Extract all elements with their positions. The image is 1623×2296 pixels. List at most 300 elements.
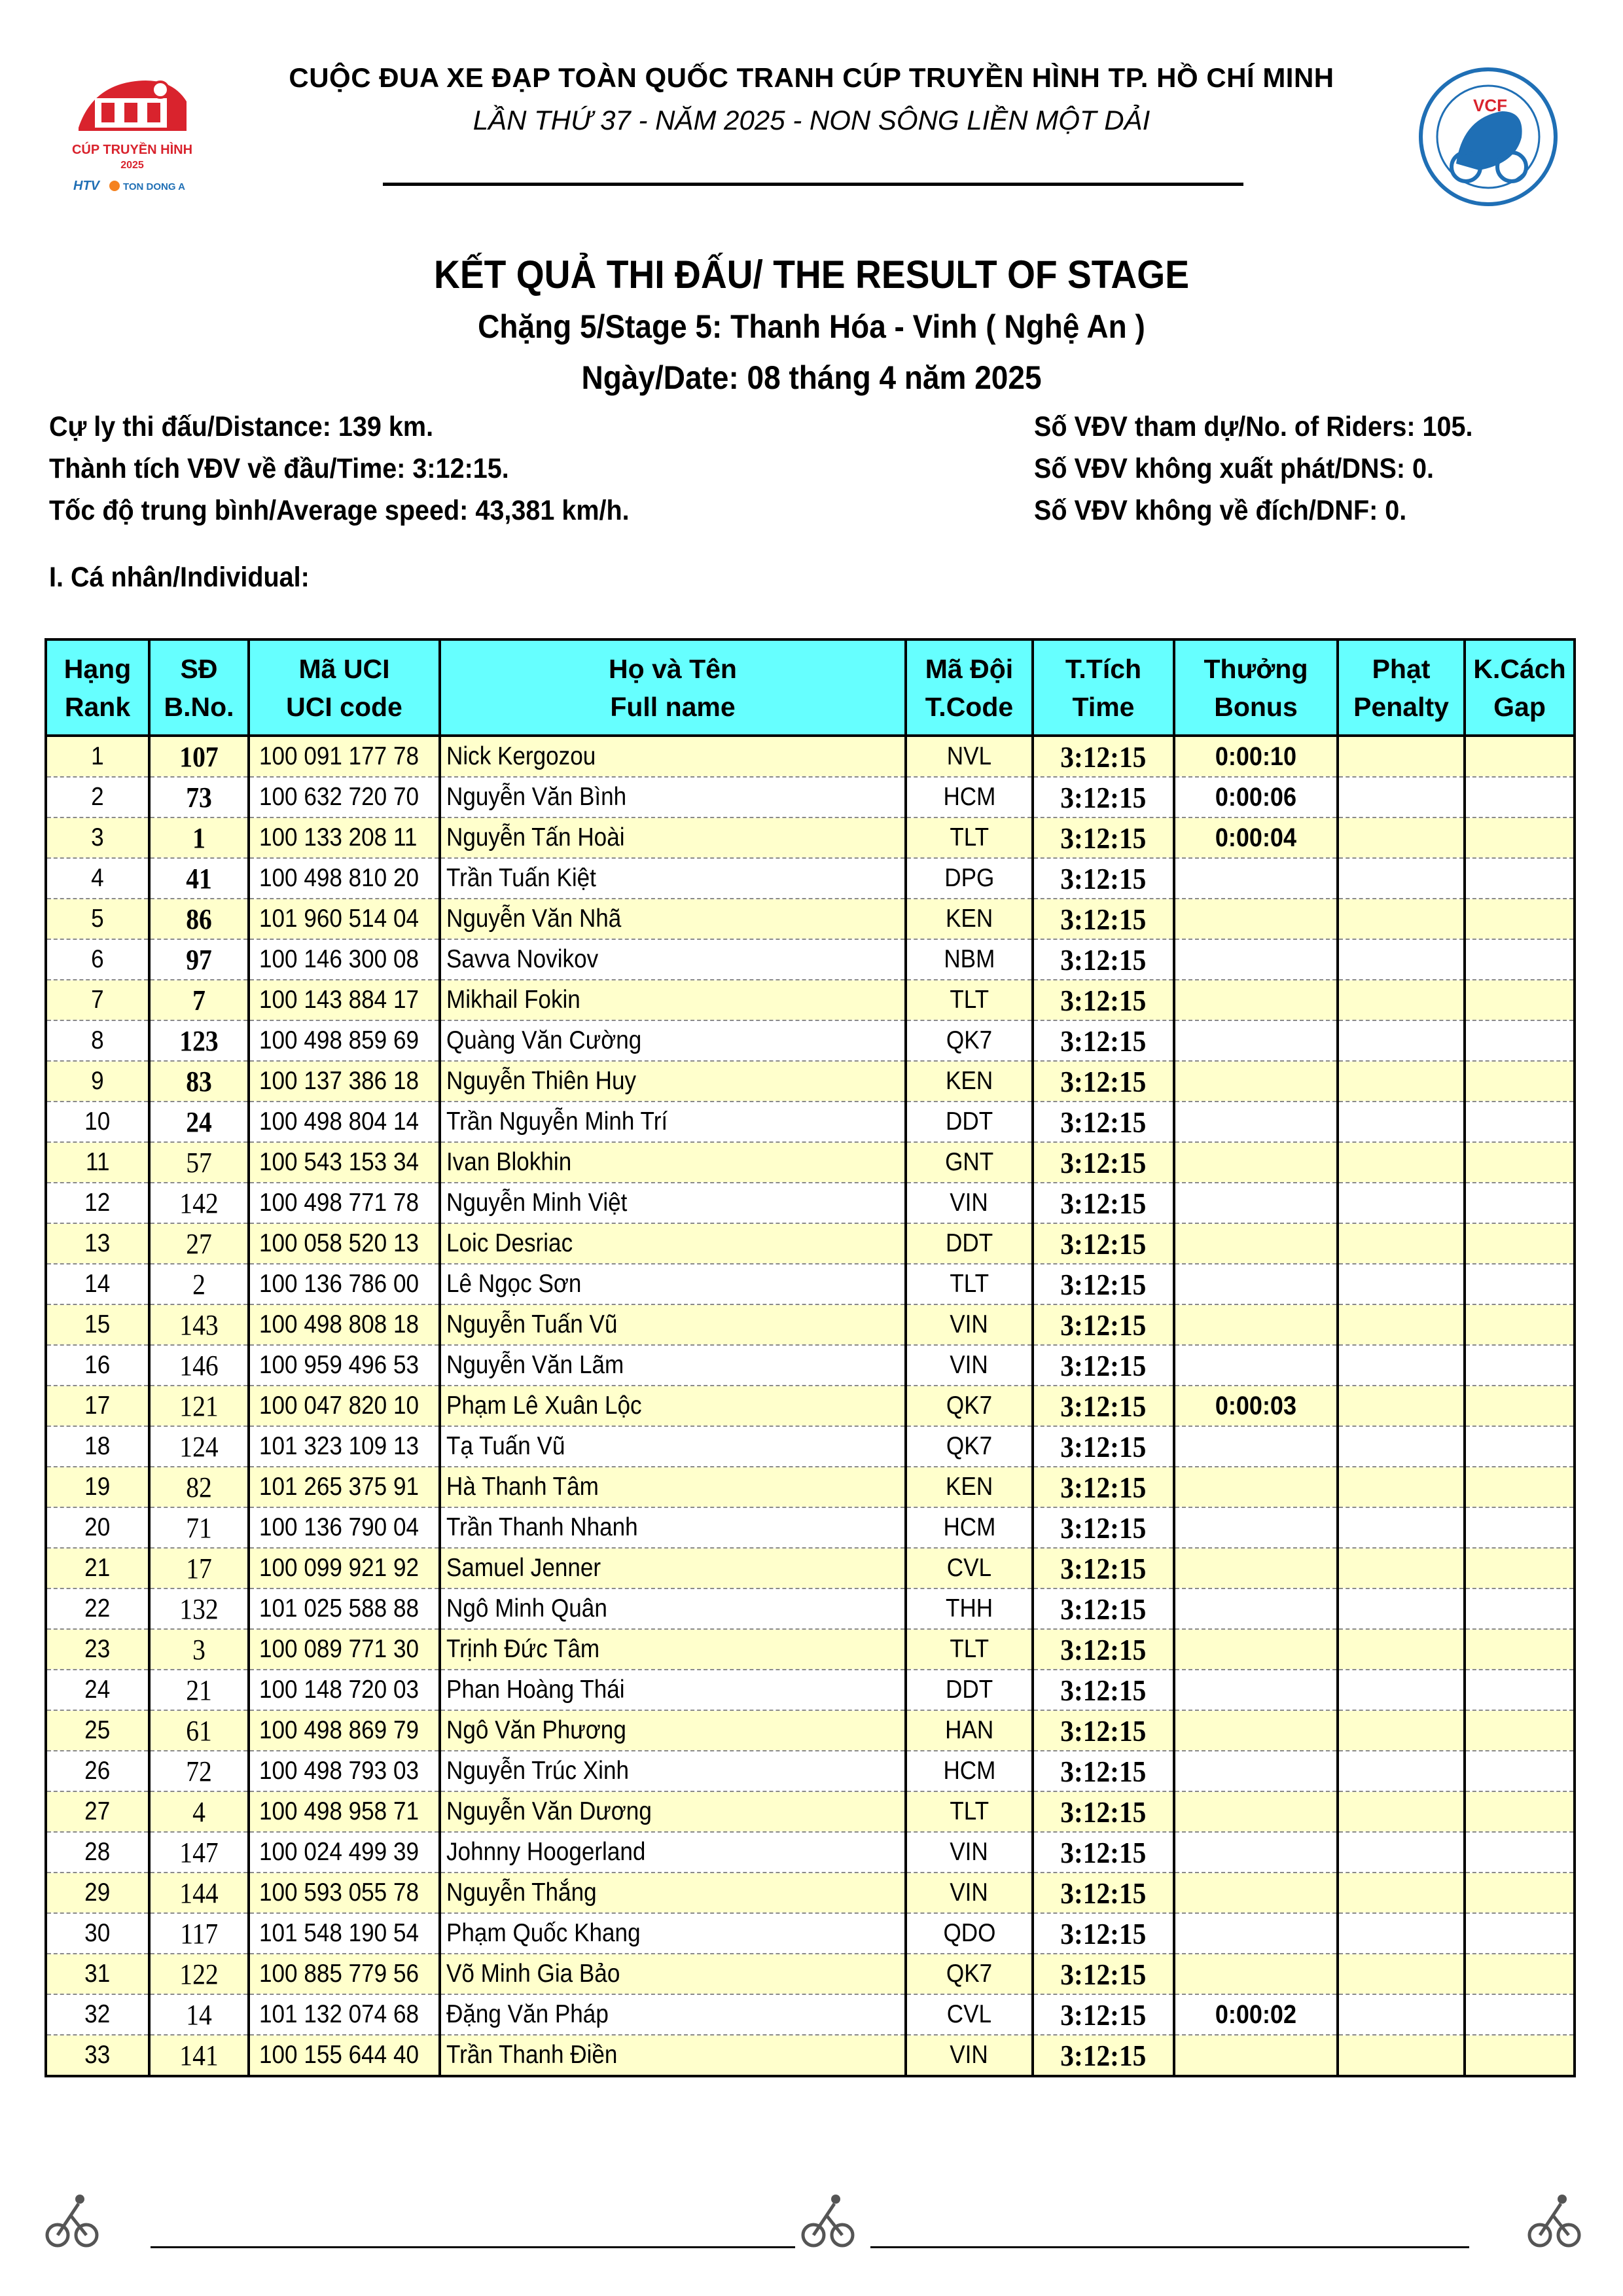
cell-penalty bbox=[1338, 1954, 1465, 1994]
cell-full-name: Mikhail Fokin bbox=[440, 980, 906, 1020]
cell-full-name: Trần Nguyễn Minh Trí bbox=[440, 1102, 906, 1142]
col-header-gap: K.Cách Gap bbox=[1465, 639, 1575, 736]
cell-full-name: Nguyễn Thắng bbox=[440, 1873, 906, 1913]
cell-time: 3:12:15 bbox=[1033, 1020, 1174, 1061]
cell-bonus bbox=[1174, 1020, 1338, 1061]
cell-full-name: Nguyễn Tấn Hoài bbox=[440, 817, 906, 858]
cell-team-code: CVL bbox=[906, 1548, 1033, 1588]
cell-full-name: Ivan Blokhin bbox=[440, 1142, 906, 1183]
cell-time: 3:12:15 bbox=[1033, 1467, 1174, 1507]
cell-rank: 32 bbox=[46, 1994, 149, 2035]
cell-time: 3:12:15 bbox=[1033, 1264, 1174, 1304]
cell-bib: 3 bbox=[149, 1629, 249, 1670]
cell-penalty bbox=[1338, 1994, 1465, 2035]
cell-rank: 14 bbox=[46, 1264, 149, 1304]
cell-rank: 17 bbox=[46, 1386, 149, 1426]
cell-bib: 122 bbox=[149, 1954, 249, 1994]
cell-team-code: TLT bbox=[906, 1791, 1033, 1832]
cell-bonus bbox=[1174, 1426, 1338, 1467]
cell-full-name: Phạm Quốc Khang bbox=[440, 1913, 906, 1954]
cell-team-code: HAN bbox=[906, 1710, 1033, 1751]
cell-team-code: VIN bbox=[906, 1873, 1033, 1913]
col-header-rank: Hạng Rank bbox=[46, 639, 149, 736]
cell-bonus bbox=[1174, 1102, 1338, 1142]
cell-uci-code: 100 148 720 03 bbox=[249, 1670, 440, 1710]
cell-full-name: Nguyễn Văn Lãm bbox=[440, 1345, 906, 1386]
cell-bib: 1 bbox=[149, 817, 249, 858]
cell-team-code: DDT bbox=[906, 1670, 1033, 1710]
cell-time: 3:12:15 bbox=[1033, 1751, 1174, 1791]
cell-time: 3:12:15 bbox=[1033, 939, 1174, 980]
cell-penalty bbox=[1338, 1791, 1465, 1832]
cell-bonus bbox=[1174, 858, 1338, 899]
cell-bib: 123 bbox=[149, 1020, 249, 1061]
section-heading: I. Cá nhân/Individual: bbox=[49, 562, 310, 593]
cell-rank: 1 bbox=[46, 736, 149, 777]
cell-bib: 71 bbox=[149, 1507, 249, 1548]
cell-uci-code: 100 089 771 30 bbox=[249, 1629, 440, 1670]
cell-team-code: VIN bbox=[906, 1345, 1033, 1386]
cell-gap bbox=[1465, 1751, 1575, 1791]
cell-penalty bbox=[1338, 1467, 1465, 1507]
col-header-bib: SĐ B.No. bbox=[149, 639, 249, 736]
cell-team-code: TLT bbox=[906, 817, 1033, 858]
cell-rank: 7 bbox=[46, 980, 149, 1020]
cell-bib: 107 bbox=[149, 736, 249, 777]
cell-bonus bbox=[1174, 1629, 1338, 1670]
cell-time: 3:12:15 bbox=[1033, 1142, 1174, 1183]
cell-rank: 6 bbox=[46, 939, 149, 980]
cell-gap bbox=[1465, 1304, 1575, 1345]
cell-time: 3:12:15 bbox=[1033, 1994, 1174, 2035]
cell-uci-code: 100 058 520 13 bbox=[249, 1223, 440, 1264]
cell-gap bbox=[1465, 858, 1575, 899]
cell-uci-code: 100 632 720 70 bbox=[249, 777, 440, 817]
cell-uci-code: 101 960 514 04 bbox=[249, 899, 440, 939]
cell-gap bbox=[1465, 1710, 1575, 1751]
cell-team-code: TLT bbox=[906, 980, 1033, 1020]
cell-penalty bbox=[1338, 1507, 1465, 1548]
cell-rank: 31 bbox=[46, 1954, 149, 1994]
cell-penalty bbox=[1338, 1832, 1465, 1873]
svg-text:HTV: HTV bbox=[73, 179, 99, 193]
cell-full-name: Johnny Hoogerland bbox=[440, 1832, 906, 1873]
event-title: CUỘC ĐUA XE ĐẠP TOÀN QUỐC TRANH CÚP TRUYỀN HÌNH TP. HỒ CHÍ MINH bbox=[289, 62, 1334, 93]
cell-bonus: 0:00:04 bbox=[1174, 817, 1338, 858]
cell-time: 3:12:15 bbox=[1033, 1913, 1174, 1954]
table-row bbox=[46, 1467, 1575, 1507]
cell-time: 3:12:15 bbox=[1033, 1183, 1174, 1223]
col-header-team: Mã Đội T.Code bbox=[906, 639, 1033, 736]
cell-gap bbox=[1465, 1142, 1575, 1183]
cell-gap bbox=[1465, 1873, 1575, 1913]
cell-rank: 4 bbox=[46, 858, 149, 899]
cell-uci-code: 100 498 771 78 bbox=[249, 1183, 440, 1223]
cell-penalty bbox=[1338, 1873, 1465, 1913]
cell-bonus bbox=[1174, 1791, 1338, 1832]
cell-bib: 73 bbox=[149, 777, 249, 817]
table-row bbox=[46, 939, 1575, 980]
cell-time: 3:12:15 bbox=[1033, 1304, 1174, 1345]
cell-time: 3:12:15 bbox=[1033, 1345, 1174, 1386]
cell-penalty bbox=[1338, 899, 1465, 939]
cell-gap bbox=[1465, 980, 1575, 1020]
cell-bib: 144 bbox=[149, 1873, 249, 1913]
cell-uci-code: 100 498 793 03 bbox=[249, 1751, 440, 1791]
cell-team-code: NBM bbox=[906, 939, 1033, 980]
cell-bonus: 0:00:03 bbox=[1174, 1386, 1338, 1426]
cell-penalty bbox=[1338, 1710, 1465, 1751]
cell-full-name: Nguyễn Minh Việt bbox=[440, 1183, 906, 1223]
cell-gap bbox=[1465, 939, 1575, 980]
cell-uci-code: 101 323 109 13 bbox=[249, 1426, 440, 1467]
cell-full-name: Trần Thanh Điền bbox=[440, 2035, 906, 2076]
cell-bib: 121 bbox=[149, 1386, 249, 1426]
cell-rank: 10 bbox=[46, 1102, 149, 1142]
cell-gap bbox=[1465, 1507, 1575, 1548]
cell-full-name: Samuel Jenner bbox=[440, 1548, 906, 1588]
cell-penalty bbox=[1338, 1264, 1465, 1304]
cell-time: 3:12:15 bbox=[1033, 2035, 1174, 2076]
header-rule bbox=[383, 183, 1243, 186]
cell-gap bbox=[1465, 1264, 1575, 1304]
cell-bib: 97 bbox=[149, 939, 249, 980]
cell-uci-code: 100 959 496 53 bbox=[249, 1345, 440, 1386]
cell-bonus bbox=[1174, 1183, 1338, 1223]
cell-penalty bbox=[1338, 1588, 1465, 1629]
svg-text:CÚP TRUYỀN HÌNH: CÚP TRUYỀN HÌNH bbox=[71, 143, 193, 157]
cell-bonus bbox=[1174, 1954, 1338, 1994]
cell-time: 3:12:15 bbox=[1033, 1670, 1174, 1710]
cell-penalty bbox=[1338, 1102, 1465, 1142]
cell-rank: 11 bbox=[46, 1142, 149, 1183]
table-row bbox=[46, 1426, 1575, 1467]
table-row bbox=[46, 1183, 1575, 1223]
cell-uci-code: 100 593 055 78 bbox=[249, 1873, 440, 1913]
cell-team-code: KEN bbox=[906, 1061, 1033, 1102]
table-row bbox=[46, 858, 1575, 899]
cell-time: 3:12:15 bbox=[1033, 817, 1174, 858]
cell-bib: 143 bbox=[149, 1304, 249, 1345]
cell-team-code: QK7 bbox=[906, 1020, 1033, 1061]
cell-bonus bbox=[1174, 1913, 1338, 1954]
table-row bbox=[46, 1386, 1575, 1426]
cell-bib: 83 bbox=[149, 1061, 249, 1102]
cell-team-code: KEN bbox=[906, 1467, 1033, 1507]
col-header-time: T.Tích Time bbox=[1033, 639, 1174, 736]
cyclist-icon bbox=[39, 2189, 105, 2255]
cell-time: 3:12:15 bbox=[1033, 1386, 1174, 1426]
cell-bonus bbox=[1174, 1548, 1338, 1588]
cell-bib: 86 bbox=[149, 899, 249, 939]
cell-bonus bbox=[1174, 1507, 1338, 1548]
cell-uci-code: 100 136 786 00 bbox=[249, 1264, 440, 1304]
cell-bib: 61 bbox=[149, 1710, 249, 1751]
cell-uci-code: 100 543 153 34 bbox=[249, 1142, 440, 1183]
cell-gap bbox=[1465, 1345, 1575, 1386]
svg-text:2025: 2025 bbox=[120, 160, 144, 171]
cell-bonus bbox=[1174, 1061, 1338, 1102]
table-header-row bbox=[46, 639, 1575, 736]
cell-full-name: Hà Thanh Tâm bbox=[440, 1467, 906, 1507]
cell-full-name: Đặng Văn Pháp bbox=[440, 1994, 906, 2035]
cell-team-code: GNT bbox=[906, 1142, 1033, 1183]
cell-bib: 7 bbox=[149, 980, 249, 1020]
col-header-penalty: Phạt Penalty bbox=[1338, 639, 1465, 736]
cell-uci-code: 100 498 810 20 bbox=[249, 858, 440, 899]
cell-uci-code: 100 024 499 39 bbox=[249, 1832, 440, 1873]
col-header-bonus: Thưởng Bonus bbox=[1174, 639, 1338, 736]
cell-team-code: TLT bbox=[906, 1629, 1033, 1670]
cell-penalty bbox=[1338, 1670, 1465, 1710]
cell-gap bbox=[1465, 1791, 1575, 1832]
table-row bbox=[46, 1142, 1575, 1183]
cell-rank: 5 bbox=[46, 899, 149, 939]
cell-penalty bbox=[1338, 1142, 1465, 1183]
table-row bbox=[46, 1873, 1575, 1913]
cell-bonus: 0:00:02 bbox=[1174, 1994, 1338, 2035]
cell-bib: 14 bbox=[149, 1994, 249, 2035]
cell-bib: 141 bbox=[149, 2035, 249, 2076]
cell-bib: 2 bbox=[149, 1264, 249, 1304]
cell-penalty bbox=[1338, 858, 1465, 899]
cell-bib: 124 bbox=[149, 1426, 249, 1467]
table-row bbox=[46, 1020, 1575, 1061]
cell-full-name: Nick Kergozou bbox=[440, 736, 906, 777]
cell-bonus bbox=[1174, 1223, 1338, 1264]
table-row bbox=[46, 817, 1575, 858]
cell-full-name: Ngô Minh Quân bbox=[440, 1588, 906, 1629]
cell-penalty bbox=[1338, 1345, 1465, 1386]
cell-rank: 12 bbox=[46, 1183, 149, 1223]
svg-text:TON DONG A: TON DONG A bbox=[123, 181, 186, 192]
cell-rank: 18 bbox=[46, 1426, 149, 1467]
cell-bonus bbox=[1174, 1264, 1338, 1304]
cell-uci-code: 100 099 921 92 bbox=[249, 1548, 440, 1588]
cell-time: 3:12:15 bbox=[1033, 1791, 1174, 1832]
table-row bbox=[46, 1629, 1575, 1670]
table-row bbox=[46, 1791, 1575, 1832]
table-row bbox=[46, 1548, 1575, 1588]
cell-bonus bbox=[1174, 1832, 1338, 1873]
table-row bbox=[46, 899, 1575, 939]
cell-time: 3:12:15 bbox=[1033, 736, 1174, 777]
cell-bonus bbox=[1174, 1751, 1338, 1791]
table-row bbox=[46, 777, 1575, 817]
cell-uci-code: 100 133 208 11 bbox=[249, 817, 440, 858]
cell-penalty bbox=[1338, 1386, 1465, 1426]
cell-penalty bbox=[1338, 817, 1465, 858]
table-row bbox=[46, 1264, 1575, 1304]
cell-bonus bbox=[1174, 1873, 1338, 1913]
dns-info: Số VĐV không xuất phát/DNS: 0. bbox=[1034, 453, 1435, 484]
cell-uci-code: 100 146 300 08 bbox=[249, 939, 440, 980]
cell-bonus bbox=[1174, 1467, 1338, 1507]
cell-full-name: Nguyễn Thiên Huy bbox=[440, 1061, 906, 1102]
cell-full-name: Nguyễn Văn Nhã bbox=[440, 899, 906, 939]
cell-gap bbox=[1465, 1548, 1575, 1588]
cell-penalty bbox=[1338, 1548, 1465, 1588]
cell-time: 3:12:15 bbox=[1033, 1223, 1174, 1264]
cell-penalty bbox=[1338, 980, 1465, 1020]
cell-team-code: VIN bbox=[906, 1183, 1033, 1223]
cell-uci-code: 100 498 869 79 bbox=[249, 1710, 440, 1751]
cell-gap bbox=[1465, 1994, 1575, 2035]
cell-full-name: Trịnh Đức Tâm bbox=[440, 1629, 906, 1670]
cell-team-code: QDO bbox=[906, 1913, 1033, 1954]
cell-gap bbox=[1465, 1183, 1575, 1223]
cell-gap bbox=[1465, 736, 1575, 777]
table-row bbox=[46, 1061, 1575, 1102]
table-row bbox=[46, 1710, 1575, 1751]
cell-penalty bbox=[1338, 736, 1465, 777]
cell-penalty bbox=[1338, 1223, 1465, 1264]
cell-full-name: Nguyễn Tuấn Vũ bbox=[440, 1304, 906, 1345]
cell-bonus bbox=[1174, 1710, 1338, 1751]
cell-team-code: HCM bbox=[906, 1507, 1033, 1548]
cell-penalty bbox=[1338, 1183, 1465, 1223]
dnf-info: Số VĐV không về đích/DNF: 0. bbox=[1034, 495, 1407, 526]
cell-time: 3:12:15 bbox=[1033, 1588, 1174, 1629]
table-row bbox=[46, 980, 1575, 1020]
cell-team-code: CVL bbox=[906, 1994, 1033, 2035]
cell-uci-code: 101 025 588 88 bbox=[249, 1588, 440, 1629]
cell-gap bbox=[1465, 1386, 1575, 1426]
cell-rank: 20 bbox=[46, 1507, 149, 1548]
cell-penalty bbox=[1338, 777, 1465, 817]
cell-bib: 41 bbox=[149, 858, 249, 899]
cell-bib: 24 bbox=[149, 1102, 249, 1142]
cell-uci-code: 100 885 779 56 bbox=[249, 1954, 440, 1994]
cell-bonus bbox=[1174, 1345, 1338, 1386]
cell-bonus bbox=[1174, 980, 1338, 1020]
cell-rank: 30 bbox=[46, 1913, 149, 1954]
cell-gap bbox=[1465, 2035, 1575, 2076]
cell-time: 3:12:15 bbox=[1033, 1710, 1174, 1751]
cell-team-code: TLT bbox=[906, 1264, 1033, 1304]
svg-text:VCF: VCF bbox=[1473, 96, 1507, 115]
table-row bbox=[46, 1954, 1575, 1994]
cell-team-code: QK7 bbox=[906, 1426, 1033, 1467]
cell-gap bbox=[1465, 1020, 1575, 1061]
cell-rank: 28 bbox=[46, 1832, 149, 1873]
event-subtitle: LẦN THỨ 37 - NĂM 2025 - NON SÔNG LIỀN MỘT DẢI bbox=[473, 105, 1150, 135]
table-row bbox=[46, 1345, 1575, 1386]
table-row bbox=[46, 736, 1575, 777]
cell-uci-code: 100 047 820 10 bbox=[249, 1386, 440, 1426]
cell-team-code: DDT bbox=[906, 1223, 1033, 1264]
cell-full-name: Nguyễn Trúc Xinh bbox=[440, 1751, 906, 1791]
cell-full-name: Ngô Văn Phương bbox=[440, 1710, 906, 1751]
stage-title: Chặng 5/Stage 5: Thanh Hóa - Vinh ( Nghệ An ) bbox=[478, 308, 1145, 345]
cell-rank: 9 bbox=[46, 1061, 149, 1102]
cell-time: 3:12:15 bbox=[1033, 1426, 1174, 1467]
cell-gap bbox=[1465, 1223, 1575, 1264]
cell-full-name: Loic Desriac bbox=[440, 1223, 906, 1264]
cell-uci-code: 100 498 958 71 bbox=[249, 1791, 440, 1832]
col-header-uci: Mã UCI UCI code bbox=[249, 639, 440, 736]
cell-time: 3:12:15 bbox=[1033, 1832, 1174, 1873]
cell-uci-code: 100 137 386 18 bbox=[249, 1061, 440, 1102]
cell-full-name: Tạ Tuấn Vũ bbox=[440, 1426, 906, 1467]
cell-time: 3:12:15 bbox=[1033, 1873, 1174, 1913]
table-row bbox=[46, 1751, 1575, 1791]
cell-bib: 4 bbox=[149, 1791, 249, 1832]
cell-uci-code: 100 136 790 04 bbox=[249, 1507, 440, 1548]
cell-team-code: QK7 bbox=[906, 1954, 1033, 1994]
cell-rank: 23 bbox=[46, 1629, 149, 1670]
cell-penalty bbox=[1338, 1629, 1465, 1670]
cell-rank: 33 bbox=[46, 2035, 149, 2076]
table-row bbox=[46, 1102, 1575, 1142]
cell-bib: 57 bbox=[149, 1142, 249, 1183]
cell-full-name: Phan Hoàng Thái bbox=[440, 1670, 906, 1710]
cell-team-code: VIN bbox=[906, 2035, 1033, 2076]
cell-rank: 15 bbox=[46, 1304, 149, 1345]
cell-full-name: Võ Minh Gia Bảo bbox=[440, 1954, 906, 1994]
cell-bib: 142 bbox=[149, 1183, 249, 1223]
distance-info: Cự ly thi đấu/Distance: 139 km. bbox=[49, 411, 434, 442]
cell-rank: 8 bbox=[46, 1020, 149, 1061]
cell-bib: 147 bbox=[149, 1832, 249, 1873]
average-speed-info: Tốc độ trung bình/Average speed: 43,381 km/h. bbox=[49, 495, 630, 526]
cell-uci-code: 101 548 190 54 bbox=[249, 1913, 440, 1954]
cell-team-code: HCM bbox=[906, 777, 1033, 817]
cell-team-code: DDT bbox=[906, 1102, 1033, 1142]
cell-gap bbox=[1465, 1426, 1575, 1467]
cell-full-name: Quàng Văn Cường bbox=[440, 1020, 906, 1061]
cell-gap bbox=[1465, 1588, 1575, 1629]
cell-penalty bbox=[1338, 1020, 1465, 1061]
cell-team-code: THH bbox=[906, 1588, 1033, 1629]
cell-bonus bbox=[1174, 1670, 1338, 1710]
cell-full-name: Trần Thanh Nhanh bbox=[440, 1507, 906, 1548]
page-title: KẾT QUẢ THI ĐẤU/ THE RESULT OF STAGE bbox=[433, 253, 1190, 296]
cell-full-name: Savva Novikov bbox=[440, 939, 906, 980]
cell-rank: 2 bbox=[46, 777, 149, 817]
cell-bib: 146 bbox=[149, 1345, 249, 1386]
cell-team-code: DPG bbox=[906, 858, 1033, 899]
cell-gap bbox=[1465, 1061, 1575, 1102]
cell-time: 3:12:15 bbox=[1033, 1061, 1174, 1102]
cell-time: 3:12:15 bbox=[1033, 777, 1174, 817]
cell-gap bbox=[1465, 777, 1575, 817]
cell-bonus bbox=[1174, 2035, 1338, 2076]
table-row bbox=[46, 1507, 1575, 1548]
table-row bbox=[46, 2035, 1575, 2076]
cell-gap bbox=[1465, 1954, 1575, 1994]
cell-bib: 21 bbox=[149, 1670, 249, 1710]
cell-rank: 27 bbox=[46, 1791, 149, 1832]
cell-rank: 3 bbox=[46, 817, 149, 858]
cell-bonus: 0:00:10 bbox=[1174, 736, 1338, 777]
table-row bbox=[46, 1588, 1575, 1629]
cell-rank: 29 bbox=[46, 1873, 149, 1913]
col-header-name: Họ và Tên Full name bbox=[440, 639, 906, 736]
cell-penalty bbox=[1338, 2035, 1465, 2076]
results-body bbox=[46, 736, 1575, 2076]
cell-uci-code: 101 132 074 68 bbox=[249, 1994, 440, 2035]
cell-gap bbox=[1465, 1102, 1575, 1142]
cell-gap bbox=[1465, 1670, 1575, 1710]
cell-gap bbox=[1465, 1913, 1575, 1954]
cell-bib: 82 bbox=[149, 1467, 249, 1507]
riders-info: Số VĐV tham dự/No. of Riders: 105. bbox=[1034, 411, 1473, 442]
cell-rank: 21 bbox=[46, 1548, 149, 1588]
cell-uci-code: 100 091 177 78 bbox=[249, 736, 440, 777]
cell-rank: 13 bbox=[46, 1223, 149, 1264]
cell-uci-code: 100 143 884 17 bbox=[249, 980, 440, 1020]
